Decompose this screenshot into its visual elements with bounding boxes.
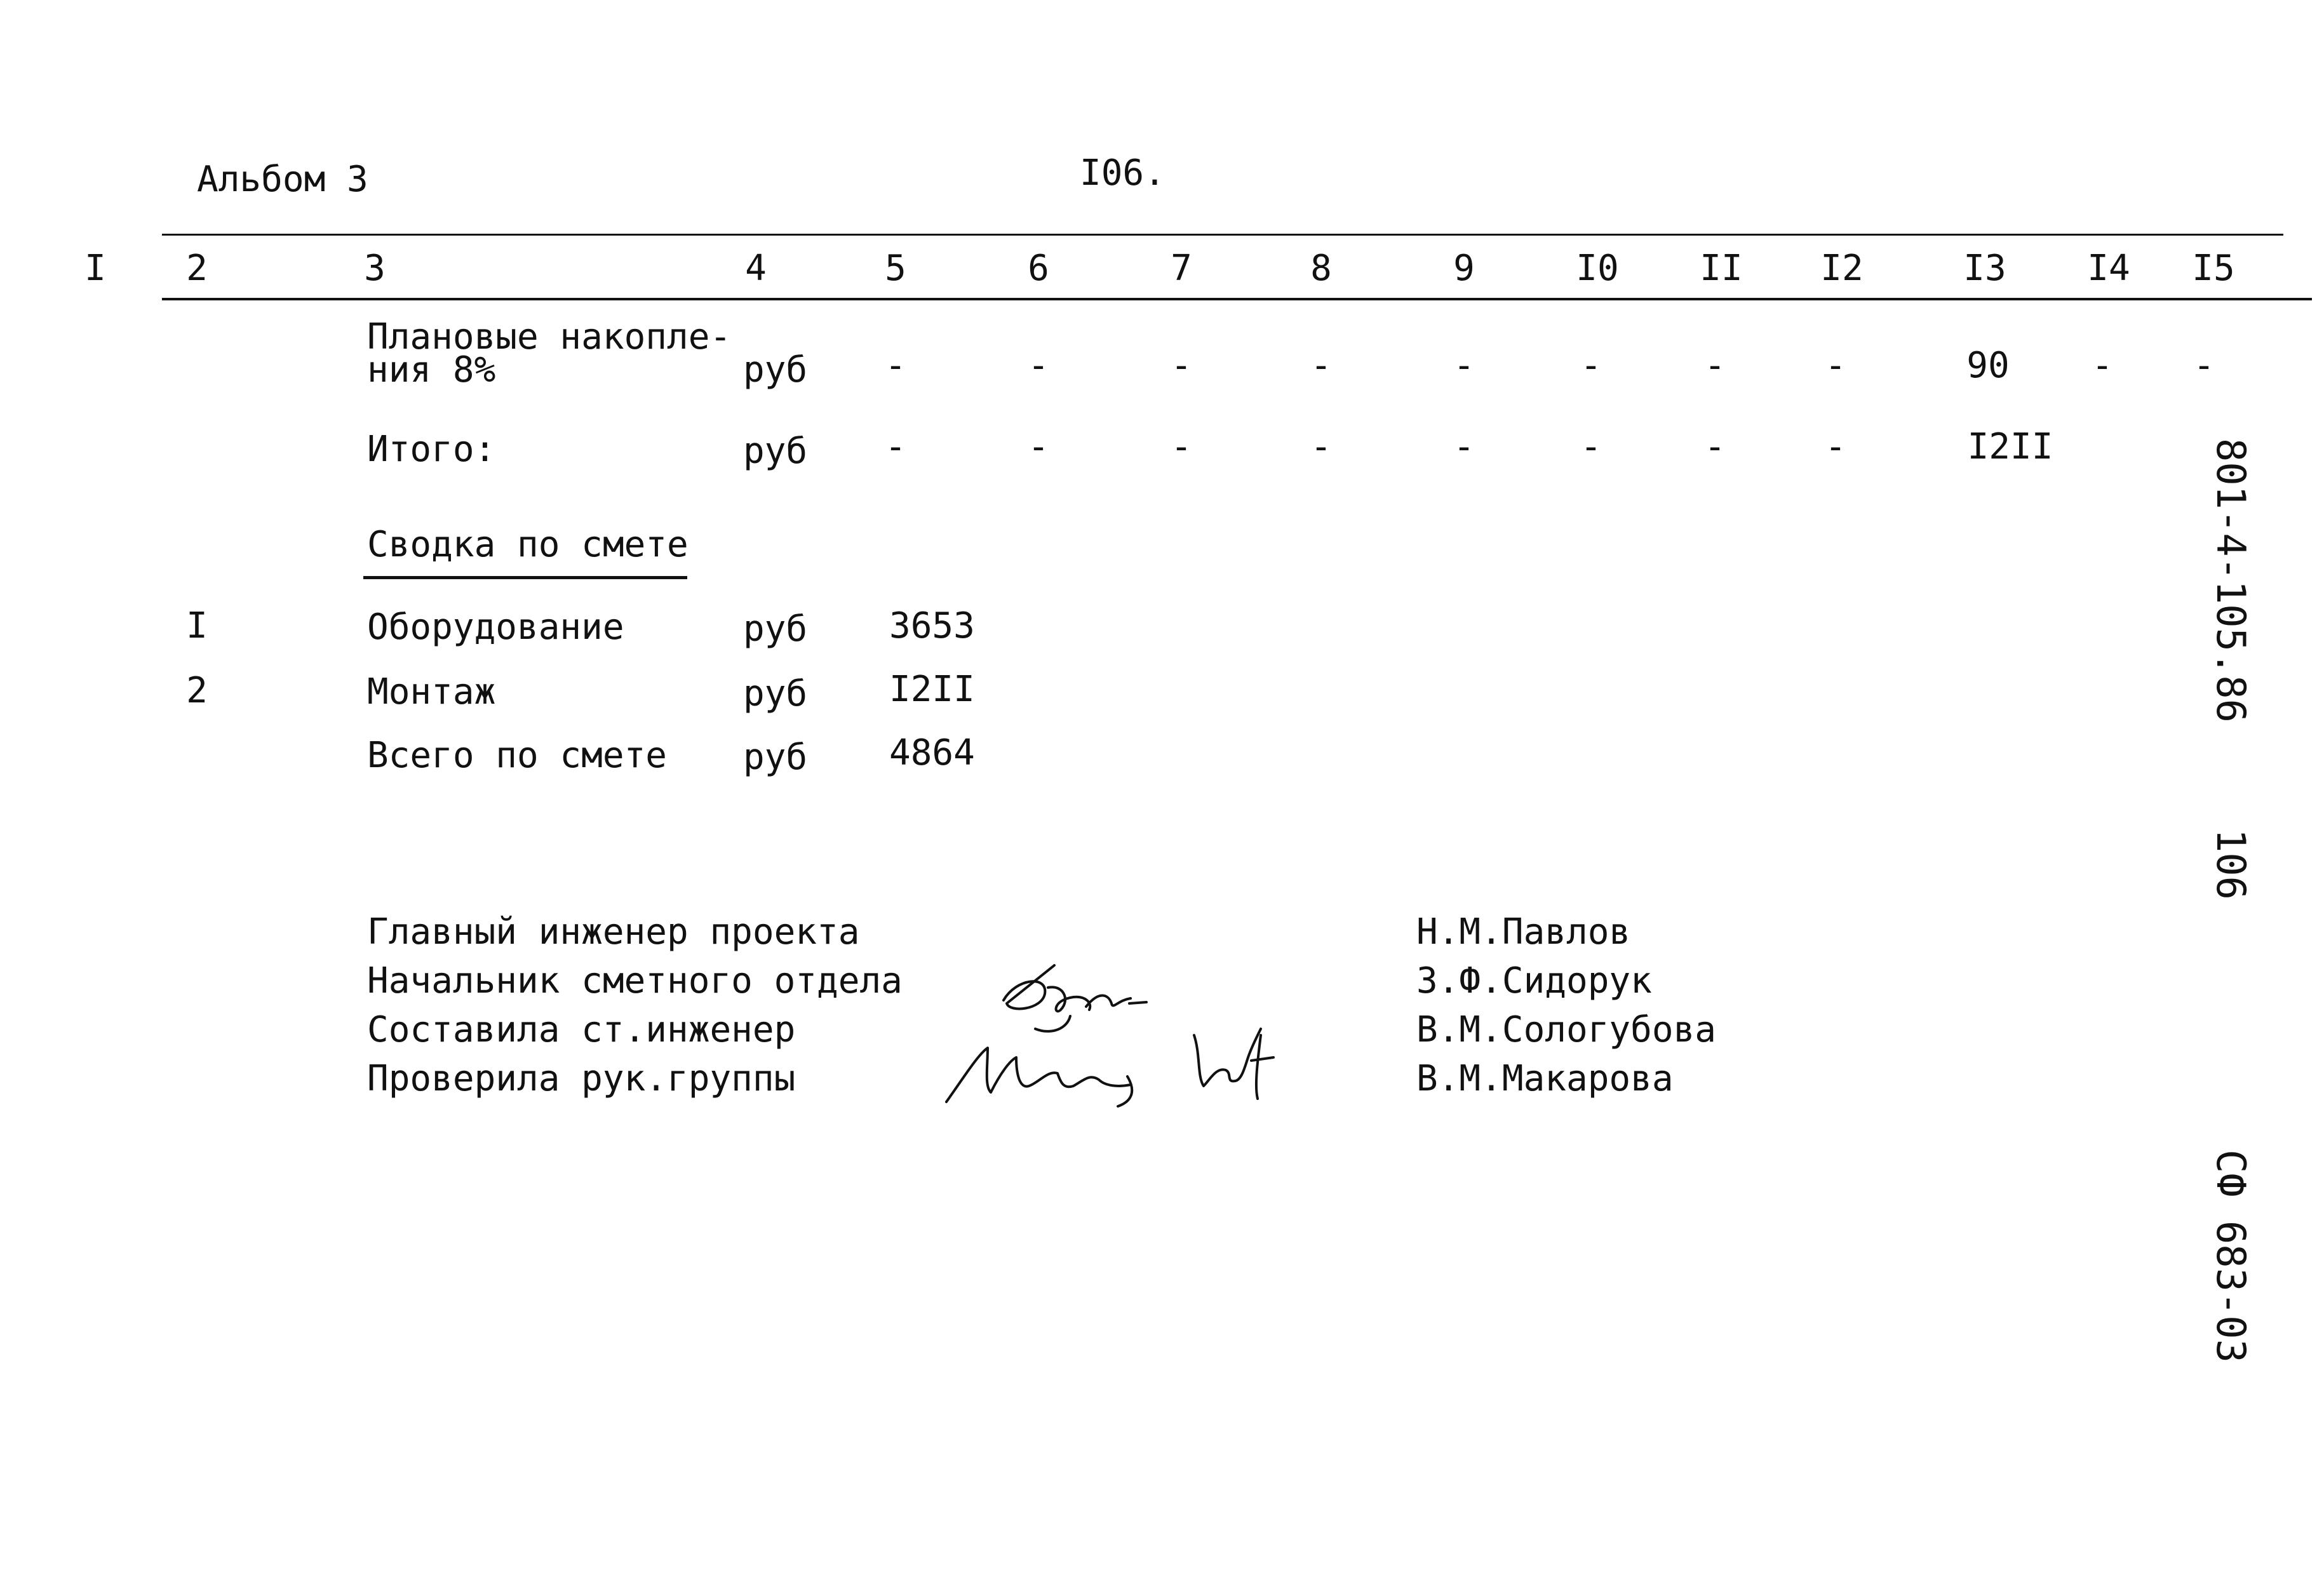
summary-title: Сводка по смете	[367, 524, 688, 565]
row-name: Итого:	[367, 429, 496, 470]
header-rule	[162, 298, 2312, 300]
summary-unit: руб	[743, 608, 808, 650]
column-number: 6	[1028, 248, 1049, 289]
signature-person: З.Ф.Сидорук	[1416, 960, 1652, 1002]
column-number: 4	[745, 248, 767, 289]
summary-name: Монтаж	[367, 671, 496, 713]
table-cell: -	[885, 345, 906, 386]
table-cell: -	[1028, 345, 1049, 386]
table-cell: -	[1825, 426, 1846, 467]
table-cell: -	[1704, 426, 1726, 467]
signature-role: Начальник сметного отдела	[367, 960, 903, 1002]
table-cell: -	[1171, 426, 1192, 467]
summary-title-underline	[363, 576, 687, 579]
table-cell: -	[1580, 345, 1602, 386]
row-unit: руб	[743, 431, 808, 472]
signature-person: В.М.Сологубова	[1416, 1009, 1717, 1050]
handwritten-signatures	[927, 940, 1296, 1118]
signature-role: Проверила рук.группы	[367, 1058, 796, 1099]
summary-value: 4864	[889, 732, 975, 774]
row-name-line2: ния 8%	[367, 349, 496, 391]
summary-unit: руб	[743, 673, 808, 714]
summary-number: I	[186, 605, 208, 647]
table-cell: -	[1171, 345, 1192, 386]
table-cell: -	[1704, 345, 1726, 386]
signature-person: В.М.Макарова	[1416, 1058, 1674, 1099]
column-number: I3	[1963, 248, 2006, 289]
album-label: Альбом 3	[197, 159, 368, 200]
table-cell: -	[1310, 345, 1332, 386]
margin-page-number: 106	[2208, 829, 2254, 900]
document-code: 801-4-105.86	[2208, 438, 2254, 723]
column-number: 3	[364, 248, 386, 289]
table-cell: -	[1028, 426, 1049, 467]
table-cell: -	[1453, 426, 1475, 467]
signature-person: Н.М.Павлов	[1416, 911, 1631, 953]
column-number: 7	[1171, 248, 1192, 289]
signature-role: Составила ст.инженер	[367, 1009, 796, 1050]
table-cell: -	[2092, 345, 2113, 386]
row-name-line1: Плановые накопле-	[367, 316, 732, 358]
table-cell: -	[1825, 345, 1846, 386]
summary-name: Всего по смете	[367, 735, 668, 776]
column-number: I0	[1576, 248, 1619, 289]
table-cell: -	[2193, 345, 2215, 386]
column-number: I4	[2087, 248, 2130, 289]
signature-role: Главный инженер проекта	[367, 911, 860, 953]
column-number: I	[84, 248, 106, 289]
column-number: I2	[1820, 248, 1864, 289]
summary-number: 2	[186, 670, 208, 711]
table-cell: 90	[1966, 345, 2010, 386]
column-number: 2	[186, 248, 208, 289]
archive-number: СФ 683-03	[2208, 1149, 2254, 1363]
summary-name: Оборудование	[367, 607, 624, 648]
column-number: 8	[1310, 248, 1332, 289]
table-cell: -	[885, 426, 906, 467]
column-number: 9	[1453, 248, 1475, 289]
row-unit: руб	[743, 349, 808, 391]
table-cell: I2II	[1967, 426, 2053, 467]
table-cell: -	[1580, 426, 1602, 467]
table-cell: -	[1453, 345, 1475, 386]
top-rule	[162, 234, 2283, 236]
summary-value: I2II	[889, 669, 975, 710]
column-number: 5	[885, 248, 906, 289]
table-cell: -	[1310, 426, 1332, 467]
summary-value: 3653	[889, 605, 975, 647]
column-number: I5	[2192, 248, 2235, 289]
summary-unit: руб	[743, 737, 808, 778]
column-number: II	[1700, 248, 1743, 289]
page-number: I06.	[1080, 152, 1165, 194]
